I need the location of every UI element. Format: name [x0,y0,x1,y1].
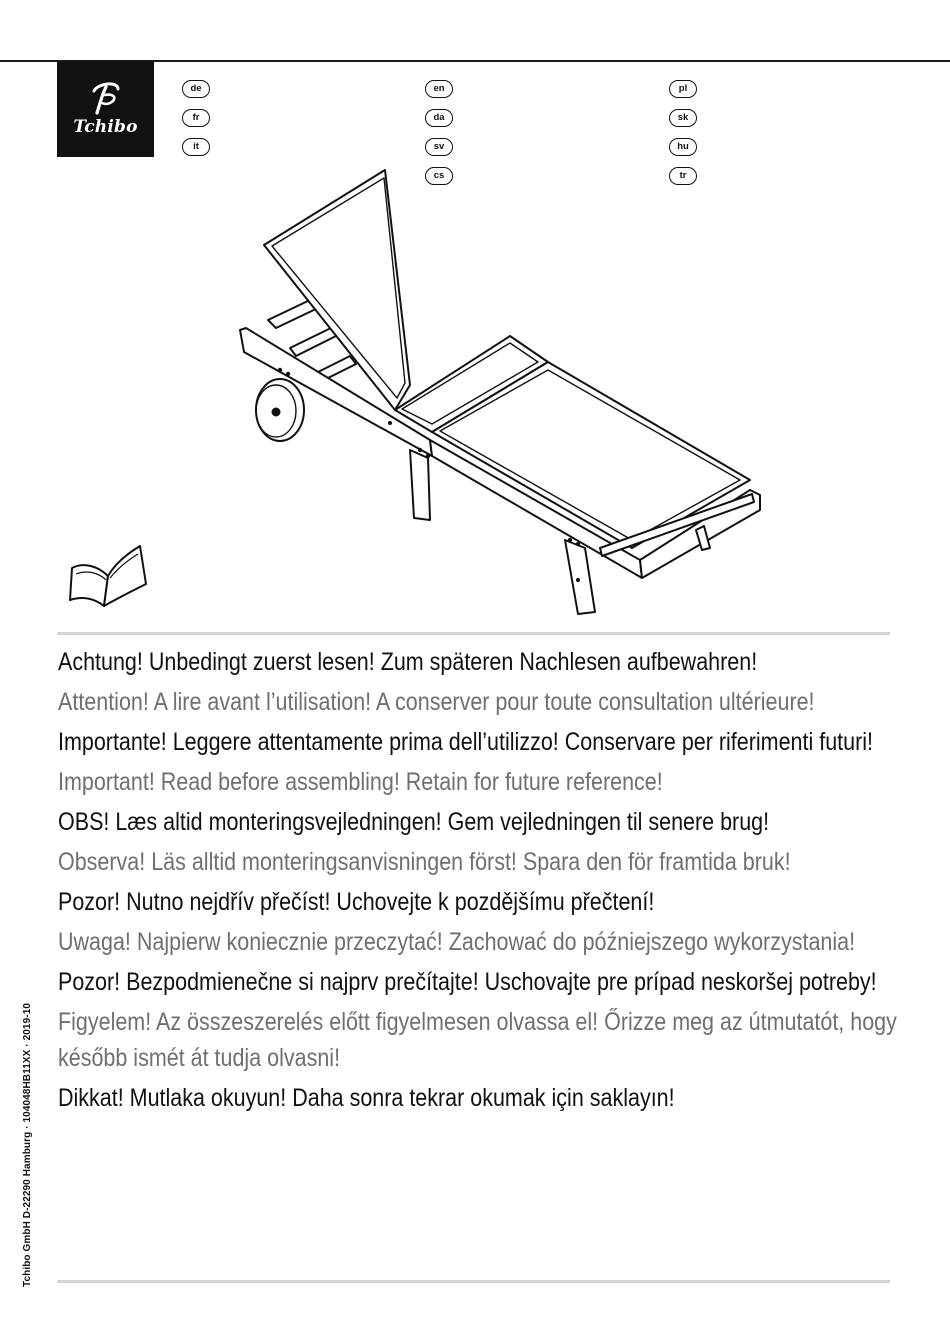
warning-sv: Observa! Läs alltid monteringsanvisningen först! Spara den för framtida bruk! [58,848,791,876]
warning-da: OBS! Læs altid monteringsvejledningen! Gem vejledningen til senere brug! [58,808,770,836]
tchibo-logo [57,61,154,157]
language-badge: sk [669,109,697,127]
tchibo-coffee-bean-icon [88,81,124,115]
imprint: Tchibo GmbH D-22290 Hamburg · 104048HB11XX · 2019-10 [22,1002,33,1287]
language-badge: en [425,80,453,98]
warning-fr: Attention! A lire avant l’utilisation! A conserver pour toute consultation ultérieure! [58,688,815,716]
safety-warnings [58,644,898,1120]
warning-it: Importante! Leggere attentamente prima dell’utilizzo! Conservare per riferimenti futuri! [58,728,873,756]
language-badge: cs [425,167,453,185]
language-column-1 [182,80,210,167]
warning-tr: Dikkat! Mutlaka okuyun! Daha sonra tekrar okumak için saklayın! [58,1084,675,1112]
language-badge: hu [669,138,697,156]
divider-top [57,632,890,635]
open-book-icon [64,540,152,610]
warning-pl: Uwaga! Najpierw koniecznie przeczytać! Zachować do późniejszego wykorzystania! [58,928,856,956]
language-badge: sv [425,138,453,156]
language-badge: it [182,138,210,156]
brand-name: Tchibo [73,117,138,137]
sun-lounger-illustration [230,165,770,620]
language-badge: da [425,109,453,127]
language-badge: tr [669,167,697,185]
language-badge: pl [669,80,697,98]
warning-cs: Pozor! Nutno nejdřív přečíst! Uchovejte k pozdějšímu přečtení! [58,888,655,916]
warning-en: Important! Read before assembling! Retain for future reference! [58,768,663,796]
warning-hu: Figyelem! Az összeszerelés előtt figyelmesen olvassa el! Őrizze meg az útmutatót, hogy később ismét át tudja olvasni! [58,1008,897,1072]
divider-bottom [57,1280,890,1283]
warning-sk: Pozor! Bezpodmienečne si najprv prečítajte! Uschovajte pre prípad neskoršej potreby! [58,968,877,996]
warning-de: Achtung! Unbedingt zuerst lesen! Zum späteren Nachlesen aufbewahren! [58,648,758,676]
language-badge: de [182,80,210,98]
language-badge: fr [182,109,210,127]
